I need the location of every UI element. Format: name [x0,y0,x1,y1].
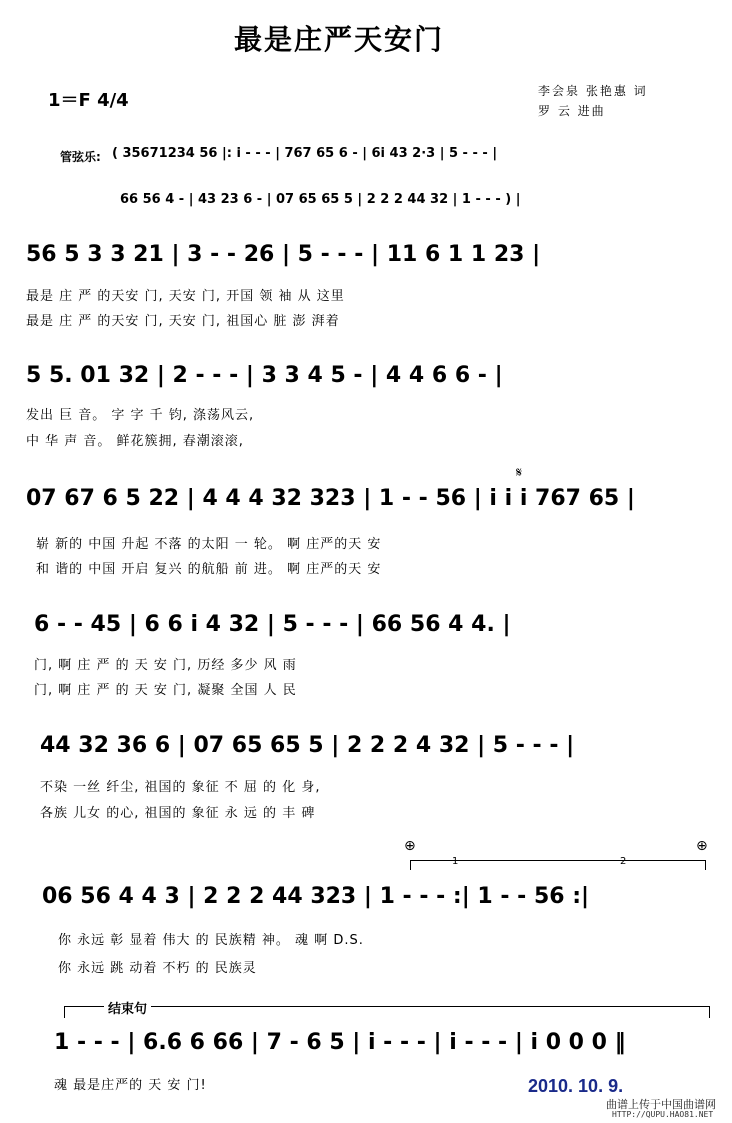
score-row-3-lyrics-verse-2: 和 谐的 中国 开启 复兴 的航船 前 进。 啊 庄严的天 安 [36,562,382,577]
score-row-4-lyrics-verse-2: 门, 啊 庄 严 的 天 安 门, 凝聚 全国 人 民 [34,683,297,698]
score-row-4-lyrics-verse-1: 门, 啊 庄 严 的 天 安 门, 历经 多少 风 雨 [34,658,297,673]
intro-line-1: ( 35671234 56 |: i - - - | 767 65 6 - | 6i 43 2·3 | 5 - - - | [112,146,498,161]
credits-composer: 罗 云 进曲 [538,104,606,118]
intro-line-2: 66 56 4 - | 43 23 6 - | 07 65 65 5 | 2 2 2 44 32 | 1 - - - ) | [120,192,521,207]
volta-second-label: 2 [620,856,627,867]
ending-bracket-left [64,1006,65,1018]
score-row-7-lyrics: 魂 最是庄严的 天 安 门! [54,1078,207,1093]
score-row-6-lyrics-verse-2: 你 永远 跳 动着 不朽 的 民族灵 [58,961,257,976]
score-row-1-notes: 56 5 3 3 21 | 3 - - 26 | 5 - - - | 11 6 1 1 23 | [26,242,541,267]
score-row-2-notes: 5 5. 01 32 | 2 - - - | 3 3 4 5 - | 4 4 6 6 - | [26,363,503,388]
page-title: 最是庄严天安门 [234,23,445,56]
ending-label: 结束句 [104,998,151,1017]
score-row-3-lyrics-verse-1: 崭 新的 中国 升起 不落 的太阳 一 轮。 啊 庄严的天 安 [36,537,382,552]
score-row-5-lyrics-verse-1: 不染 一丝 纤尘, 祖国的 象征 不 屈 的 化 身, [40,780,321,795]
volta-first-label: 1 [452,856,459,867]
credits-lyricists: 李会泉 张艳惠 词 [538,84,648,98]
volta-bracket-left [410,860,411,870]
watermark-text: 曲谱上传于中国曲谱网 [606,1098,716,1111]
date-stamp: 2010. 10. 9. [528,1076,624,1096]
volta-bracket-right [705,860,706,870]
ending-bracket [64,1006,710,1007]
score-row-1-lyrics-verse-1: 最是 庄 严 的天安 门, 天安 门, 开国 领 袖 从 这里 [26,289,345,304]
score-row-4-notes: 6 - - 45 | 6 6 i 4 32 | 5 - - - | 66 56 4 4. | [34,612,511,637]
score-row-5-lyrics-verse-2: 各族 儿女 的心, 祖国的 象征 永 远 的 丰 碑 [40,806,316,821]
segno-icon: 𝄋 [516,465,523,481]
score-row-6-lyrics-verse-1: 你 永远 彰 显着 伟大 的 民族精 神。 魂 啊 D.S. [58,933,364,948]
key-signature: 1＝F 4/4 [48,90,129,111]
score-row-3-notes: 07 67 6 5 22 | 4 4 4 32 323 | 1 - - 56 | i i i 767 65 | [26,486,635,511]
coda-icon-end: ⊕ [696,838,708,854]
score-row-2-lyrics-verse-2: 中 华 声 音。 鲜花簇拥, 春潮滚滚, [26,434,244,449]
score-row-6-notes: 06 56 4 4 3 | 2 2 2 44 323 | 1 - - - :| 1 - - 56 :| [42,884,590,909]
score-row-2-lyrics-verse-1: 发出 巨 音。 字 字 千 钧, 涤荡风云, [26,408,255,423]
ending-bracket-right [709,1006,710,1018]
score-row-1-lyrics-verse-2: 最是 庄 严 的天安 门, 天安 门, 祖国心 脏 澎 湃着 [26,314,340,329]
score-row-7-notes: 1 - - - | 6.6 6 66 | 7 - 6 5 | i - - - | i - - - | i 0 0 0 ‖ [54,1030,626,1055]
watermark-url: HTTP://QUPU.HAO81.NET [612,1110,714,1119]
coda-icon: ⊕ [404,838,416,854]
score-row-5-notes: 44 32 36 6 | 07 65 65 5 | 2 2 2 4 32 | 5 - - - | [40,733,575,758]
intro-label: 管弦乐: [60,150,101,164]
